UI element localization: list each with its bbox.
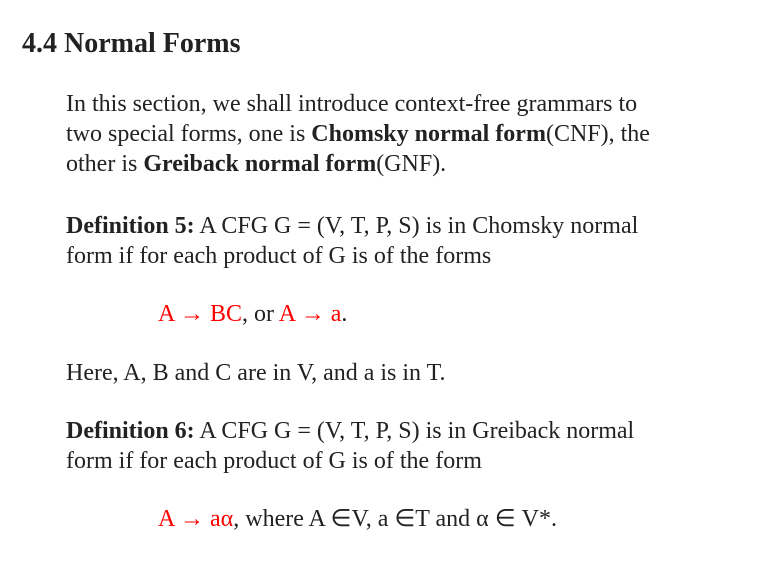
def5-label: Definition 5: — [66, 213, 195, 239]
def5-formula — [158, 299, 347, 329]
text: form if for each product of G is of the forms — [66, 243, 492, 269]
text: (CNF), the — [545, 121, 650, 147]
text: Here, A, B and C are in V, and a is in T. — [66, 360, 446, 386]
page-title: 4.4 Normal Forms — [22, 28, 241, 59]
text: In this section, we shall introduce context-free grammars to — [66, 91, 638, 117]
text: (GNF). — [376, 151, 447, 177]
text: , where A ∈V, a ∈T and α ∈ V*. — [233, 506, 557, 532]
production-a-a: A → a — [278, 301, 342, 327]
cnf-term: Chomsky normal form — [311, 121, 546, 147]
text: . — [341, 301, 348, 327]
text: other is — [66, 151, 144, 177]
text: form if for each product of G is of the form — [66, 448, 482, 474]
text: A CFG G = (V, T, P, S) is in Chomsky normal — [194, 213, 639, 239]
production-a-bc: A → BC — [158, 301, 243, 327]
def5-line-1 — [66, 211, 638, 241]
note-line — [66, 358, 446, 388]
intro-line-1 — [66, 89, 637, 119]
def6-line-2 — [66, 446, 482, 476]
def6-label: Definition 6: — [66, 418, 195, 444]
text: two special forms, one is — [66, 121, 312, 147]
def5-line-2 — [66, 241, 491, 271]
def6-line-1 — [66, 416, 634, 446]
production-a-a-alpha: A → aα — [158, 506, 234, 532]
def6-formula — [158, 504, 557, 534]
text: A CFG G = (V, T, P, S) is in Greiback normal — [194, 418, 635, 444]
gnf-term: Greiback normal form — [143, 151, 377, 177]
text: , or — [242, 301, 279, 327]
intro-line-2 — [66, 119, 650, 149]
intro-line-3 — [66, 149, 446, 179]
